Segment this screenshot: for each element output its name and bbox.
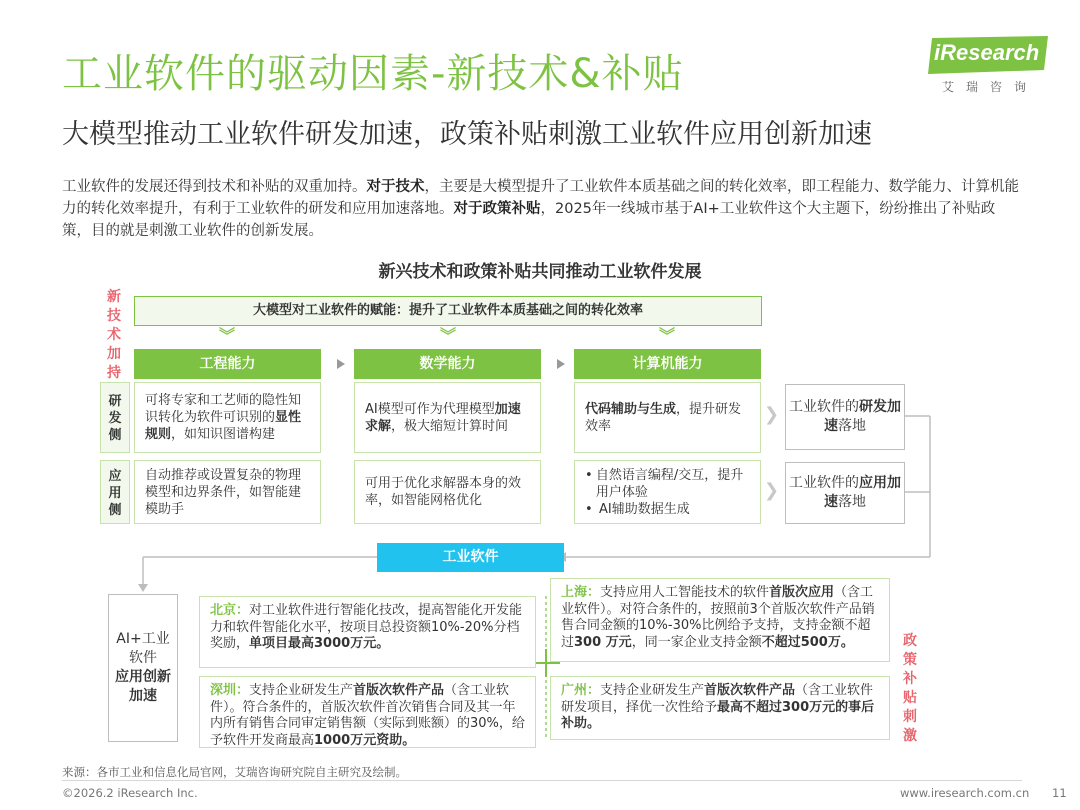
bullet-text: AI辅助数据生成: [599, 501, 690, 517]
cell-bold: 代码辅助与生成: [585, 401, 677, 417]
app-cell-math: [354, 460, 541, 524]
policy-bold: 首版次应用: [769, 585, 835, 600]
bullet-text: 自然语言编程/交互，提升用户体验: [595, 467, 744, 500]
page-number: 11: [1052, 786, 1067, 800]
cell-text: ，极大缩短计算时间: [391, 418, 509, 434]
intro-bold-1: 对于技术: [366, 179, 425, 195]
row-label-char: 研: [108, 394, 122, 409]
policy-char: 补: [903, 671, 917, 687]
policy-text: 支持企业研发生产: [249, 683, 354, 698]
header-math: 数学能力: [354, 349, 541, 379]
policy-bold: 不超过500万。: [761, 634, 854, 650]
policy-char: 刺: [903, 709, 917, 725]
chevron-down-icon: ︾: [439, 326, 456, 345]
arrow-right-icon: [337, 359, 345, 369]
policy-text: 对工业软件进行智能化技改，提高智能化开发能力和软件智能化水平，按项目总投资额10%-20%分档奖励，: [210, 603, 523, 651]
cell-text: ，提升研发效率: [585, 401, 742, 434]
policy-bold: 最高不超过300万元的事后补助。: [561, 699, 875, 731]
row-label-char: 应: [108, 469, 122, 484]
ai-innovation-box: [108, 594, 178, 742]
city-name: 北京：: [210, 603, 250, 618]
cell-bold: 显性规则: [145, 410, 302, 442]
rd-cell-computer: [574, 382, 761, 453]
arrow-right-icon: [557, 359, 565, 369]
chevron-right-icon: ❯: [764, 404, 780, 425]
row-label-char: 用: [108, 486, 122, 501]
page-title: 工业软件的驱动因素-新技术&补贴: [62, 51, 684, 97]
row-label-char: 发: [108, 411, 122, 426]
new-tech-char: 持: [107, 365, 121, 381]
rd-cell-engineering: [134, 382, 321, 453]
outcome-rd: [785, 384, 905, 450]
footer-divider: [62, 780, 1022, 781]
outcome-text: 落地: [838, 418, 866, 434]
policy-shenzhen: [199, 676, 536, 748]
policy-char: 激: [903, 728, 917, 744]
policy-text: （含工业软件）。符合条件的，首版次软件首次销售合同及其一年内所有销售合同审定销售额（实际到账额）的30%，给予软件开发商最高: [210, 683, 525, 748]
policy-guangzhou: [550, 676, 890, 740]
cell-text: 可将专家和工艺师的隐性知识转化为软件可识别的: [145, 393, 302, 425]
logo-subtitle: 艾瑞咨询: [942, 80, 1039, 94]
policy-bold: 首版次软件产品: [704, 683, 796, 698]
new-tech-char: 加: [107, 346, 121, 362]
new-tech-char: 技: [107, 308, 121, 324]
source-note: 来源：各市工业和信息化局官网，艾瑞咨询研究院自主研究及绘制。: [62, 765, 407, 779]
industrial-software-node: 工业软件: [377, 543, 564, 572]
intro-text-1: 工业软件的发展还得到技术和补贴的双重加持。: [62, 179, 367, 195]
intro-text-2: ，主要是大模型提升了工业软件本质基础之间的转化效率，即工程能力、数学能力、计算机能力的转化效率提升，有利于工业软件的研发和应用加速落地。: [62, 179, 1019, 217]
policy-text: （含工业软件研发项目，择优一次性给予: [561, 683, 874, 715]
bullet-item: • 自然语言编程/交互，提升用户体验: [585, 467, 750, 501]
city-name: 广州：: [561, 683, 601, 698]
chevron-down-icon: ︾: [658, 326, 675, 345]
diagram-title: 新兴技术和政策补贴共同推动工业软件发展: [378, 262, 702, 282]
policy-beijing: [199, 596, 536, 668]
cell-text: 可用于优化求解器本身的效率，如智能网格优化: [365, 476, 522, 508]
app-cell-engineering: [134, 460, 321, 524]
new-tech-char: 术: [107, 327, 121, 343]
outcome-text: 工业软件的: [789, 475, 859, 491]
rd-cell-math: [354, 382, 541, 453]
row-label-rd: [100, 382, 130, 453]
outcome-app: [785, 462, 905, 524]
outcome-bold: 研发加速: [824, 399, 901, 434]
ai-box-bold: 应用创新加速: [115, 669, 171, 704]
ai-box-text: AI+工业软件: [116, 631, 170, 666]
policy-char: 贴: [903, 690, 917, 706]
intro-bold-2: 对于政策补贴: [453, 201, 541, 217]
policy-text: ，同一家企业支持金额: [631, 634, 762, 650]
policy-text: 支持企业研发生产: [600, 683, 705, 698]
outcome-text: 工业软件的: [789, 399, 859, 415]
policy-text: 支持应用人工智能技术的软件: [600, 585, 770, 600]
outcome-bold: 应用加速: [824, 475, 901, 510]
copyright: ©2026.2 iResearch Inc.: [62, 786, 198, 800]
policy-text: （含工业软件）。对符合条件的，按照前3个首版次软件产品销售合同金额的10%-30%比例给予支持，支持金额不超过: [561, 585, 875, 650]
row-label-app: [100, 460, 130, 524]
page-subtitle: 大模型推动工业软件研发加速，政策补贴刺激工业软件应用创新加速: [62, 119, 872, 150]
policy-bold: 单项目最高3000万元。: [249, 636, 390, 651]
policy-char: 策: [903, 652, 917, 668]
chevron-right-icon: ❯: [764, 480, 780, 501]
policy-bold: 300 万元: [574, 634, 632, 650]
cell-text: ，如知识图谱构建: [171, 427, 276, 442]
bullet-item: • AI辅助数据生成: [585, 501, 690, 517]
cell-text: AI模型可作为代理模型: [365, 401, 495, 417]
logo-text: iResearch: [934, 40, 1040, 65]
policy-shanghai: [550, 578, 890, 662]
policy-bold: 1000万元资助。: [314, 732, 416, 748]
policy-bold: 首版次软件产品: [353, 683, 445, 698]
new-tech-char: 新: [107, 289, 121, 305]
header-computer: 计算机能力: [574, 349, 761, 379]
top-empowerment-bar: 大模型对工业软件的赋能：提升了工业软件本质基础之间的转化效率: [134, 296, 762, 326]
policy-char: 政: [903, 633, 917, 649]
header-engineering: 工程能力: [134, 349, 321, 379]
app-cell-computer: [574, 460, 761, 524]
new-tech-label: [103, 288, 125, 383]
outcome-text: 落地: [838, 494, 866, 510]
cell-bold: 加速求解: [365, 401, 521, 434]
city-name: 深圳：: [210, 683, 250, 698]
row-label-char: 侧: [108, 503, 122, 518]
chevron-down-icon: ︾: [218, 326, 235, 345]
row-label-char: 侧: [108, 428, 122, 443]
intro-text-3: ，2025年一线城市基于AI+工业软件这个大主题下，纷纷推出了补贴政策，目的就是刺激工业软件的创新发展。: [62, 201, 996, 239]
policy-subsidy-label: [899, 632, 921, 746]
city-name: 上海：: [561, 585, 601, 600]
cell-text: 自动推荐或设置复杂的物理模型和边界条件，如智能建模助手: [145, 467, 302, 517]
website-link[interactable]: www.iresearch.com.cn: [900, 786, 1030, 800]
